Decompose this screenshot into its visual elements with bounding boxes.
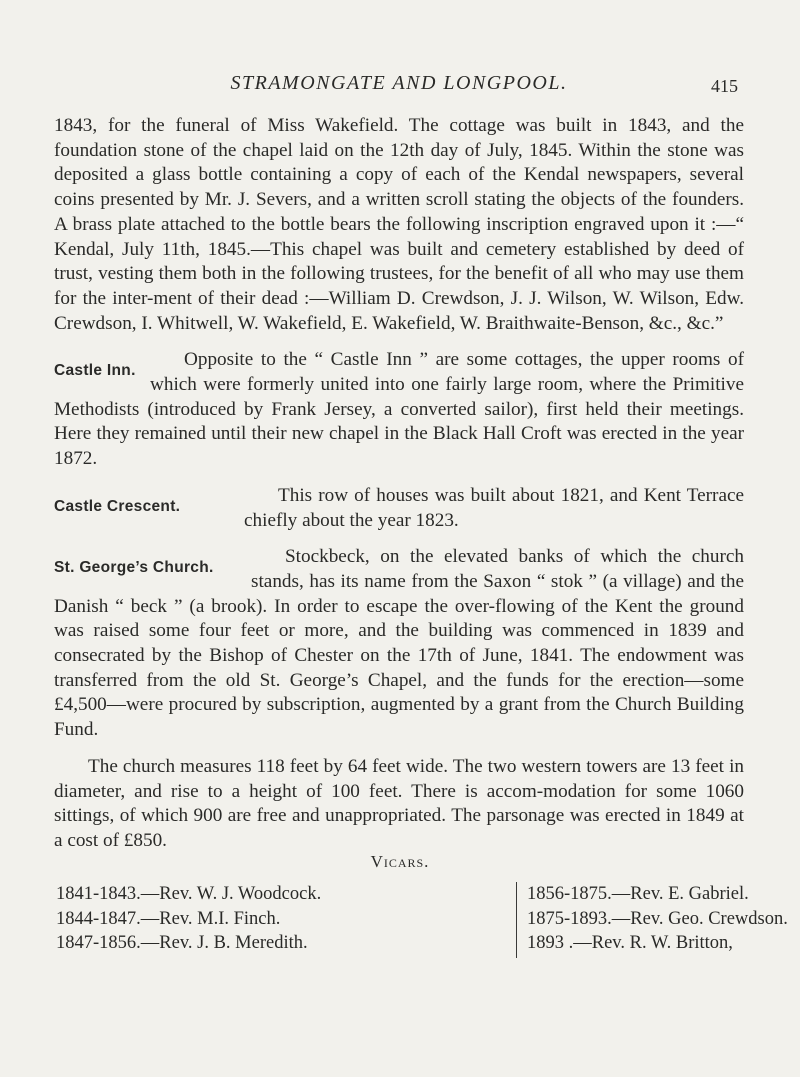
vicar-entry: 1844-1847.—Rev. M.I. Finch.	[56, 908, 281, 929]
section-st-george	[54, 545, 744, 743]
vicar-entry: 1875-1893.—Rev. Geo. Crewdson.	[527, 908, 788, 929]
vicars-column-left	[56, 882, 456, 956]
vicars-column-right	[516, 882, 788, 958]
paragraph-st-george: Stockbeck, on the elevated banks of which the church stands, has its name from the Saxon “ stok ” (a village) and the Danish “ beck ” (a brook). In order to escape the over-flowing of the Kent the ground was raised some four feet or more, and the building was commenced in 1839 and consecrated by the Bishop of Chester on the 17th of June, 1841. The endowment was transferred from the old St. George’s Chapel, and the funds for the erection—some £4,500—were procured by subscription, augmented by a grant from the Church Building Fund.	[54, 546, 744, 741]
paragraph-church-dimensions: The church measures 118 feet by 64 feet wide. The two western towers are 13 feet in diameter, and rise to a height of 100 feet. There is accom-modation for some 1060 sittings, of which 900 are free and unappropriated. The parsonage was erected in 1849 at a cost of £850.	[54, 755, 744, 851]
paragraph-castle-inn: Opposite to the “ Castle Inn ” are some cottages, the upper rooms of which were formerly united into one fairly large room, where the Primitive Methodists (introduced by Frank Jersey, a converted sailor), first held their meetings. Here they remained until their new chapel in the Black Hall Croft was erected in the year 1872.	[54, 349, 744, 470]
vicars-list	[56, 882, 788, 972]
side-heading-castle-crescent: Castle Crescent.	[54, 497, 181, 515]
running-head	[108, 70, 738, 100]
side-heading-st-george: St. George’s Church.	[54, 559, 214, 577]
vicar-entry: 1893 .—Rev. R. W. Britton,	[527, 933, 733, 953]
paragraph-chapel-foundation: 1843, for the funeral of Miss Wakefield. The cottage was built in 1843, and the foundation stone of the chapel laid on the 12th day of July, 1845. Within the stone was deposited a glass bottle containing a copy of each of the Kendal newspapers, several coins presented by Mr. J. Severs, and a written scroll stating the objects of the founders. A brass plate attached to the bottle bears the following inscription engraved upon it :—“ Kendal, July 11th, 1845.—This chapel was built and cemetery established by deed of trust, vesting them both in the following trustees, for the benefit of all who may use them for the inter-ment of their dead :—William D. Crewdson, J. J. Wilson, W. Wilson, Edw. Crewdson, I. Whitwell, W. Wakefield, E. Wakefield, W. Braithwaite-Benson, &c., &c.”	[54, 115, 744, 334]
vicar-entry: 1847-1856.—Rev. J. B. Meredith.	[56, 933, 308, 953]
running-title: STRAMONGATE AND LONGPOOL.	[230, 72, 568, 94]
section-castle-inn	[54, 348, 744, 472]
vicar-entry: 1856-1875.—Rev. E. Gabriel.	[527, 884, 749, 904]
vicars-heading: Vicars.	[370, 852, 430, 871]
section-castle-crescent	[54, 484, 744, 533]
page-number: 415	[711, 76, 738, 96]
vicar-entry: 1841-1843.—Rev. W. J. Woodcock.	[56, 884, 322, 904]
side-heading-castle-inn: Castle Inn.	[54, 362, 136, 380]
paragraph-castle-crescent: This row of houses was built about 1821, and Kent Terrace chiefly about the year 1823.	[244, 484, 744, 531]
body-text-upper	[54, 114, 744, 854]
